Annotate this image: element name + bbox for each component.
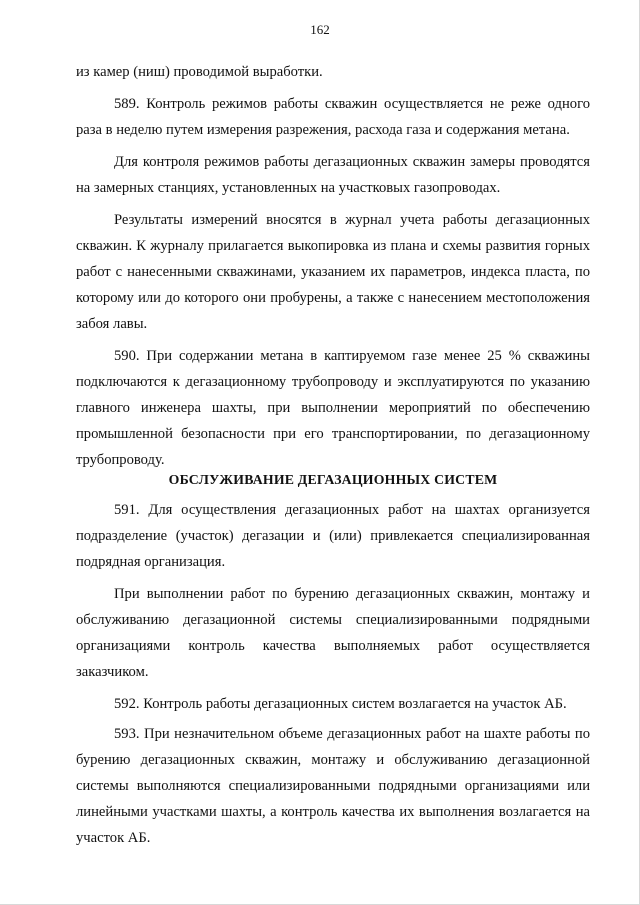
page-number: 162	[310, 22, 330, 37]
paragraph-589-measurement-stations: Для контроля режимов работы дегазационных скважин замеры проводятся на замерных станциях, установленных на участковых газопроводах.	[76, 154, 590, 196]
section-heading-block	[76, 467, 590, 493]
paragraph-590: 590. При содержании метана в каптируемом газе менее 25 % скважины подключаются к дегазационному трубопроводу и эксплуатируются по указанию главного инженера шахты, при выполнении мероприятий по обеспечению промышленной безопасности при его транспортировании, по дегазационному трубопроводу.	[76, 348, 590, 468]
body-text-lower	[76, 497, 590, 851]
paragraph-589-journal: Результаты измерений вносятся в журнал учета работы дегазационных скважин. К журналу прилагается выкопировка из плана и схемы развития горных работ с нанесенными скважинами, указанием их параметров, индекса пласта, по которому или до которого они пробурены, а также с нанесением местоположения забоя лавы.	[76, 212, 590, 332]
section-heading: ОБСЛУЖИВАНИЕ ДЕГАЗАЦИОННЫХ СИСТЕМ	[168, 472, 498, 487]
paragraph-589: 589. Контроль режимов работы скважин осуществляется не реже одного раза в неделю путем измерения разрежения, расхода газа и содержания метана.	[76, 96, 590, 138]
paragraph-continuation: из камер (ниш) проводимой выработки.	[76, 64, 323, 80]
paragraph-593: 593. При незначительном объеме дегазационных работ на шахте работы по бурению дегазационных скважин, монтажу и обслуживанию дегазационной системы выполняются специализированными подрядными организациями или линейными участками шахты, а контроль качества их выполнения возлагается на участок АБ.	[76, 726, 590, 846]
paragraph-591: 591. Для осуществления дегазационных работ на шахтах организуется подразделение (участок) дегазации и (или) привлекается специализированная подрядная организация.	[76, 502, 590, 570]
paragraph-591-contractor-control: При выполнении работ по бурению дегазационных скважин, монтажу и обслуживанию дегазационной системы специализированными подрядными организациями контроль качества выполняемых работ осуществляется заказчиком.	[76, 586, 590, 680]
body-text-upper	[76, 59, 590, 473]
paragraph-592: 592. Контроль работы дегазационных систем возлагается на участок АБ.	[114, 696, 567, 712]
